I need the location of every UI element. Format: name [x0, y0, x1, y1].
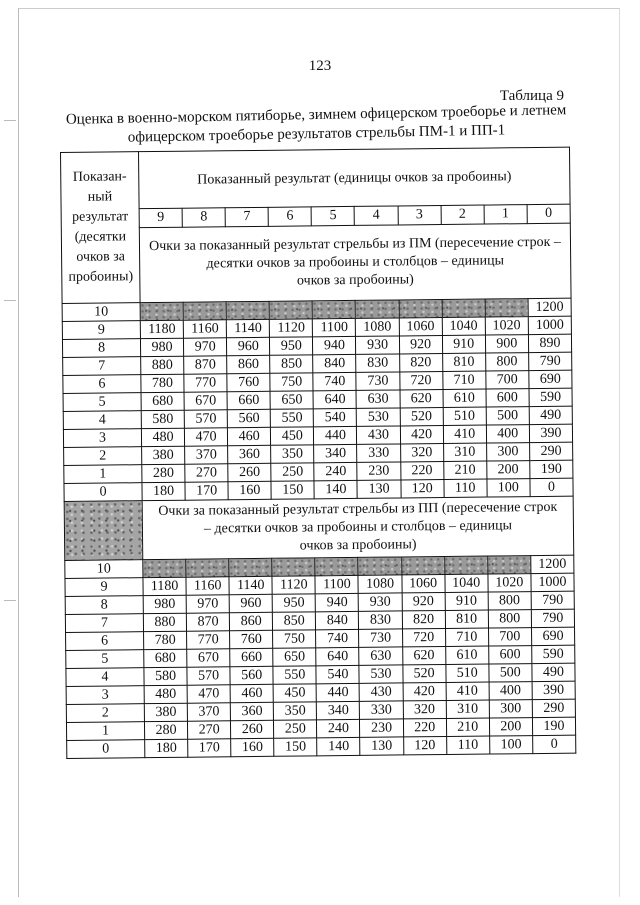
- value-cell: 290: [529, 442, 572, 460]
- section-pp-title-line: очков за пробоины): [299, 537, 417, 554]
- edge-mark: [4, 600, 16, 601]
- value-cell: 290: [532, 699, 575, 717]
- value-cell: 750: [273, 630, 316, 648]
- value-cell: 380: [142, 446, 185, 464]
- value-cell: 200: [487, 461, 530, 479]
- value-cell: 660: [227, 391, 270, 409]
- value-cell: 140: [317, 737, 360, 755]
- row-label: 8: [65, 596, 143, 615]
- value-cell: 370: [185, 446, 228, 464]
- value-cell: 950: [270, 337, 313, 355]
- table-label: Таблица 9: [499, 88, 564, 104]
- caption-line-1: Оценка в военно-морском пятиборье, зимнем офицерском троеборье и летнем: [65, 102, 567, 128]
- value-cell: 170: [185, 482, 228, 500]
- value-cell: 810: [442, 353, 485, 371]
- row-label: 10: [62, 303, 140, 322]
- row-label: 4: [63, 411, 141, 430]
- value-cell: 560: [227, 409, 270, 427]
- value-cell: 1080: [356, 318, 399, 336]
- value-cell: 860: [227, 355, 270, 373]
- digit-header-cell: 5: [311, 206, 354, 225]
- value-cell: 570: [184, 410, 227, 428]
- left-header: [61, 152, 141, 304]
- row-label: 0: [64, 483, 142, 502]
- value-cell: 1180: [143, 577, 186, 595]
- value-cell: 720: [399, 372, 442, 390]
- row-label: 10: [65, 560, 143, 579]
- value-cell: 200: [489, 718, 532, 736]
- value-cell: 600: [488, 646, 531, 664]
- shaded-cell: [315, 557, 358, 575]
- row-label: 0: [67, 740, 145, 759]
- caption-line-2: офицерском троеборье результатов стрельбы ПМ-1 и ПП-1: [127, 122, 506, 146]
- row-label: 7: [65, 614, 143, 633]
- value-cell: 930: [356, 336, 399, 354]
- shaded-cell: [186, 559, 229, 577]
- value-cell: 730: [359, 629, 402, 647]
- value-cell: 680: [144, 649, 187, 667]
- value-cell: 610: [445, 646, 488, 664]
- row-label: 5: [66, 650, 144, 669]
- value-cell: 960: [229, 594, 272, 612]
- value-cell: 260: [231, 720, 274, 738]
- left-header-line: ный: [87, 189, 113, 205]
- value-cell: 400: [486, 425, 529, 443]
- value-cell: 1120: [270, 319, 313, 337]
- score-table-wrapper: [60, 147, 575, 759]
- value-cell: 360: [228, 445, 271, 463]
- value-cell: 740: [313, 372, 356, 390]
- value-cell: 870: [186, 613, 229, 631]
- row-label: 5: [63, 393, 141, 412]
- value-cell: 110: [446, 736, 489, 754]
- value-cell: 460: [230, 684, 273, 702]
- value-cell: 370: [187, 703, 230, 721]
- value-cell: 650: [270, 391, 313, 409]
- value-cell: 190: [530, 460, 573, 478]
- value-cell: 580: [141, 410, 184, 428]
- row-label: 6: [66, 632, 144, 651]
- value-cell: 270: [185, 464, 228, 482]
- value-cell: 210: [446, 718, 489, 736]
- value-cell: 590: [529, 388, 572, 406]
- value-cell: 430: [360, 683, 403, 701]
- value-cell: 640: [316, 647, 359, 665]
- top-header: Показанный результат (единицы очков за пробоины): [139, 147, 571, 209]
- value-cell: 390: [532, 681, 575, 699]
- value-cell: 670: [187, 649, 230, 667]
- value-cell: 180: [145, 739, 188, 757]
- row-label: 1: [66, 722, 144, 741]
- value-cell: 940: [313, 336, 356, 354]
- value-cell: 1140: [226, 319, 269, 337]
- value-cell: 310: [443, 443, 486, 461]
- value-cell: 910: [442, 335, 485, 353]
- value-cell: 320: [400, 444, 443, 462]
- value-cell: 410: [443, 425, 486, 443]
- value-cell: 1020: [488, 574, 531, 592]
- value-cell: 280: [144, 721, 187, 739]
- value-cell: 490: [529, 406, 572, 424]
- value-cell: 340: [317, 701, 360, 719]
- value-cell: 510: [446, 664, 489, 682]
- value-cell: 540: [316, 665, 359, 683]
- value-cell: 640: [313, 390, 356, 408]
- value-cell: 730: [356, 372, 399, 390]
- value-cell: 420: [403, 682, 446, 700]
- digit-header-cell: 8: [182, 208, 225, 227]
- value-cell: 240: [317, 719, 360, 737]
- row-label: 2: [66, 704, 144, 723]
- value-cell: 1140: [229, 576, 272, 594]
- value-cell: 500: [489, 664, 532, 682]
- value-cell: 350: [274, 702, 317, 720]
- section-pm-title-line: десятки очков за пробоины и столбцов – единицы: [206, 253, 505, 272]
- value-cell: 280: [142, 464, 185, 482]
- page-number: 123: [308, 58, 332, 74]
- value-cell: 800: [485, 353, 528, 371]
- shaded-cell: [444, 556, 487, 574]
- value-cell: 350: [271, 445, 314, 463]
- value-cell: 120: [401, 480, 444, 498]
- section-pp-title-line: Очки за показанный результат стрельбы из ПП (пересечение строк: [158, 499, 558, 519]
- value-cell: 790: [531, 609, 574, 627]
- value-cell: 1000: [531, 573, 574, 591]
- value-cell: 520: [400, 408, 443, 426]
- value-cell: 1060: [402, 574, 445, 592]
- value-cell: 560: [230, 666, 273, 684]
- value-cell: 530: [357, 408, 400, 426]
- value-cell: 660: [230, 648, 273, 666]
- value-cell: 810: [445, 610, 488, 628]
- value-cell: 250: [271, 463, 314, 481]
- digit-header-cell: 9: [139, 208, 182, 227]
- value-cell: 1160: [186, 577, 229, 595]
- value-cell: 500: [486, 407, 529, 425]
- value-cell: 480: [141, 428, 184, 446]
- value-cell: 130: [360, 737, 403, 755]
- value-cell: 450: [271, 427, 314, 445]
- value-cell: 880: [143, 613, 186, 631]
- value-cell: 220: [400, 462, 443, 480]
- value-cell: 790: [531, 591, 574, 609]
- value-cell: 970: [186, 595, 229, 613]
- value-cell: 690: [531, 627, 574, 645]
- value-cell: 390: [529, 424, 572, 442]
- digit-header-cell: 2: [441, 205, 484, 224]
- value-cell: 460: [228, 427, 271, 445]
- value-cell: 190: [532, 717, 575, 735]
- value-cell: 820: [402, 610, 445, 628]
- value-cell: 490: [532, 663, 575, 681]
- value-cell: 630: [356, 390, 399, 408]
- section-pp-title: [142, 496, 574, 560]
- value-cell: 700: [486, 371, 529, 389]
- value-cell: 710: [442, 371, 485, 389]
- value-cell: 1020: [485, 317, 528, 335]
- value-cell: 140: [314, 480, 357, 498]
- value-cell: 600: [486, 389, 529, 407]
- value-cell: 100: [487, 479, 530, 497]
- value-cell: 220: [403, 718, 446, 736]
- value-cell: 960: [227, 337, 270, 355]
- value-cell: 270: [188, 721, 231, 739]
- value-cell: 980: [143, 595, 186, 613]
- row-label: 3: [63, 429, 141, 448]
- value-cell: 690: [529, 370, 572, 388]
- value-cell: 1060: [399, 318, 442, 336]
- value-cell: 760: [230, 630, 273, 648]
- value-cell: 360: [230, 702, 273, 720]
- value-cell: 170: [188, 739, 231, 757]
- value-cell: 830: [359, 611, 402, 629]
- value-cell: 750: [270, 373, 313, 391]
- digit-header-cell: 4: [355, 206, 398, 225]
- value-cell: 100: [489, 736, 532, 754]
- value-cell: 550: [270, 409, 313, 427]
- shaded-header-cell: [64, 501, 143, 561]
- shaded-cell: [358, 557, 401, 575]
- value-cell: 910: [445, 592, 488, 610]
- value-cell: 720: [402, 628, 445, 646]
- shaded-cell: [401, 556, 444, 574]
- value-cell: 880: [141, 356, 184, 374]
- shaded-cell: [140, 302, 183, 320]
- value-cell: 850: [273, 612, 316, 630]
- row-label: 4: [66, 668, 144, 687]
- shaded-cell: [442, 299, 485, 317]
- row-label: 9: [62, 321, 140, 340]
- value-cell: 310: [446, 700, 489, 718]
- edge-mark: [4, 120, 16, 121]
- row-label: 1: [64, 465, 142, 484]
- row-label: 7: [63, 357, 141, 376]
- value-cell: 710: [445, 628, 488, 646]
- value-cell: 580: [144, 667, 187, 685]
- value-cell: 470: [187, 685, 230, 703]
- value-cell: 540: [314, 408, 357, 426]
- shaded-cell: [269, 301, 312, 319]
- left-header-line: Показан-: [72, 169, 127, 185]
- value-cell: 110: [444, 479, 487, 497]
- value-cell: 150: [271, 481, 314, 499]
- row-label: 6: [63, 375, 141, 394]
- value-cell: 1100: [315, 575, 358, 593]
- value-cell: 330: [357, 444, 400, 462]
- value-cell: 0: [532, 735, 575, 753]
- row-label: 8: [62, 339, 140, 358]
- value-cell: 780: [141, 374, 184, 392]
- value-cell: 470: [184, 428, 227, 446]
- shaded-cell: [356, 300, 399, 318]
- value-cell: 260: [228, 463, 271, 481]
- value-cell: 1080: [358, 575, 401, 593]
- digit-header-cell: 7: [225, 207, 268, 226]
- value-cell: 620: [402, 646, 445, 664]
- section-pm-title-line: очков за пробоины): [296, 272, 414, 289]
- value-cell: 1040: [442, 317, 485, 335]
- value-cell: 760: [227, 373, 270, 391]
- value-cell: 440: [314, 426, 357, 444]
- digit-header-cell: 3: [398, 206, 441, 225]
- shaded-cell: [183, 302, 226, 320]
- digit-header-cell: 6: [268, 207, 311, 226]
- value-cell: 770: [187, 631, 230, 649]
- value-cell: 240: [314, 462, 357, 480]
- value-cell: 700: [488, 628, 531, 646]
- value-cell: 210: [443, 461, 486, 479]
- row-label: 9: [65, 578, 143, 597]
- value-cell: 1000: [528, 316, 571, 334]
- value-cell: 840: [313, 354, 356, 372]
- value-cell: 830: [356, 354, 399, 372]
- shaded-cell: [229, 558, 272, 576]
- value-cell: 530: [359, 665, 402, 683]
- value-cell: 130: [357, 480, 400, 498]
- shaded-cell: [312, 300, 355, 318]
- value-cell: 590: [532, 645, 575, 663]
- value-cell: 670: [184, 392, 227, 410]
- value-cell: 1120: [272, 576, 315, 594]
- value-cell: 1200: [531, 555, 574, 573]
- value-cell: 860: [230, 612, 273, 630]
- value-cell: 320: [403, 700, 446, 718]
- value-cell: 790: [528, 352, 571, 370]
- value-cell: 450: [273, 684, 316, 702]
- value-cell: 160: [231, 738, 274, 756]
- value-cell: 160: [228, 481, 271, 499]
- section-pm-title: [139, 223, 571, 302]
- value-cell: 620: [400, 390, 443, 408]
- value-cell: 970: [184, 338, 227, 356]
- value-cell: 770: [184, 374, 227, 392]
- value-cell: 900: [485, 335, 528, 353]
- value-cell: 480: [144, 685, 187, 703]
- shaded-cell: [143, 559, 186, 577]
- edge-mark: [4, 300, 16, 301]
- value-cell: 330: [360, 701, 403, 719]
- value-cell: 0: [530, 478, 573, 496]
- value-cell: 630: [359, 647, 402, 665]
- value-cell: 980: [140, 338, 183, 356]
- value-cell: 740: [316, 629, 359, 647]
- value-cell: 510: [443, 407, 486, 425]
- value-cell: 890: [528, 334, 571, 352]
- value-cell: 400: [489, 682, 532, 700]
- value-cell: 230: [360, 719, 403, 737]
- left-header-line: очков за: [76, 249, 125, 265]
- value-cell: 410: [446, 682, 489, 700]
- value-cell: 250: [274, 720, 317, 738]
- section-pm-title-line: Очки за показанный результат стрельбы из ПМ (пересечение строк –: [149, 234, 562, 255]
- value-cell: 870: [184, 356, 227, 374]
- left-header-line: результат: [72, 209, 129, 225]
- value-cell: 440: [316, 683, 359, 701]
- shaded-cell: [272, 558, 315, 576]
- shaded-cell: [399, 300, 442, 318]
- value-cell: 1160: [183, 320, 226, 338]
- value-cell: 950: [272, 594, 315, 612]
- value-cell: 650: [273, 648, 316, 666]
- value-cell: 380: [144, 703, 187, 721]
- shaded-cell: [488, 556, 531, 574]
- value-cell: 120: [403, 736, 446, 754]
- digit-header-cell: 0: [527, 204, 570, 223]
- value-cell: 300: [489, 700, 532, 718]
- shaded-cell: [485, 299, 528, 317]
- value-cell: 550: [273, 666, 316, 684]
- value-cell: 930: [359, 593, 402, 611]
- value-cell: 570: [187, 667, 230, 685]
- value-cell: 340: [314, 444, 357, 462]
- value-cell: 420: [400, 426, 443, 444]
- value-cell: 840: [316, 611, 359, 629]
- value-cell: 780: [144, 631, 187, 649]
- shaded-cell: [226, 301, 269, 319]
- row-label: 2: [64, 447, 142, 466]
- value-cell: 150: [274, 738, 317, 756]
- digit-header-cell: 1: [484, 205, 527, 224]
- value-cell: 230: [357, 462, 400, 480]
- value-cell: 300: [486, 443, 529, 461]
- value-cell: 1200: [528, 298, 571, 316]
- value-cell: 430: [357, 426, 400, 444]
- left-header-line: (десятки: [74, 229, 127, 245]
- value-cell: 1100: [313, 318, 356, 336]
- value-cell: 1180: [140, 320, 183, 338]
- left-header-line: пробоины): [68, 269, 134, 285]
- value-cell: 820: [399, 354, 442, 372]
- value-cell: 850: [270, 355, 313, 373]
- value-cell: 180: [142, 482, 185, 500]
- value-cell: 920: [399, 336, 442, 354]
- value-cell: 800: [488, 610, 531, 628]
- section-pp-title-line: – десятки очков за пробоины и столбцов – единицы: [203, 518, 513, 537]
- value-cell: 1040: [445, 574, 488, 592]
- value-cell: 800: [488, 592, 531, 610]
- value-cell: 610: [443, 389, 486, 407]
- value-cell: 680: [141, 392, 184, 410]
- value-cell: 920: [402, 592, 445, 610]
- value-cell: 520: [402, 664, 445, 682]
- row-label: 3: [66, 686, 144, 705]
- score-table: [60, 147, 576, 759]
- value-cell: 940: [316, 593, 359, 611]
